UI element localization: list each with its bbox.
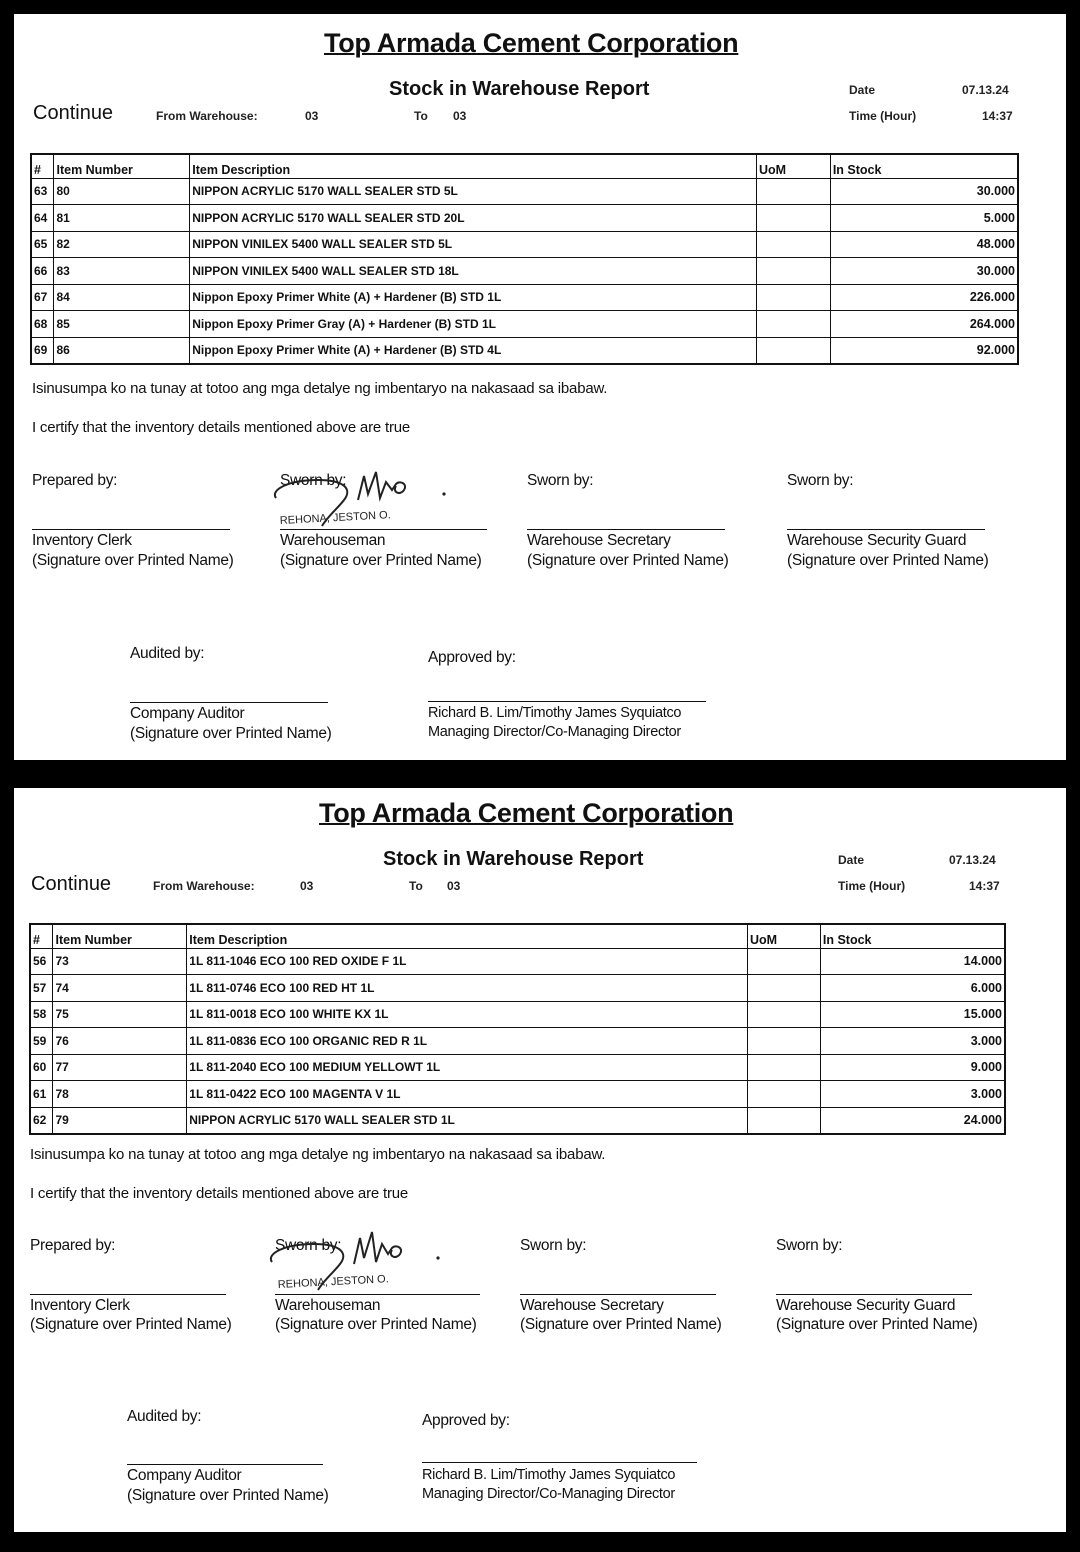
table-row <box>31 258 1018 285</box>
sworn-by-label: Sworn by: <box>527 472 594 489</box>
signature-note: (Signature over Printed Name) <box>776 1316 978 1333</box>
table-row <box>31 178 1018 205</box>
time-label: Time (Hour) <box>849 109 917 123</box>
inventory-clerk-role: Inventory Clerk <box>32 532 132 549</box>
stock-table <box>29 923 1006 1135</box>
row-in-stock: 30.000 <box>830 258 1018 285</box>
table-row <box>30 1054 1005 1081</box>
signature-note: (Signature over Printed Name) <box>280 552 482 569</box>
row-item-number: 74 <box>53 975 187 1002</box>
table-row <box>30 1001 1005 1028</box>
row-uom <box>747 975 820 1002</box>
signature-note: (Signature over Printed Name) <box>32 552 234 569</box>
warehouse-secretary-role: Warehouse Secretary <box>520 1297 664 1314</box>
row-description: 1L 811-0836 ECO 100 ORGANIC RED R 1L <box>187 1028 748 1055</box>
row-in-stock: 24.000 <box>820 1107 1005 1134</box>
row-index: 64 <box>31 205 54 232</box>
signature-line <box>527 529 725 530</box>
statement-tagalog: Isinusumpa ko na tunay at totoo ang mga detalye ng imbentaryo na nakasaad sa ibabaw. <box>30 1146 606 1163</box>
row-description: 1L 811-2040 ECO 100 MEDIUM YELLOWT 1L <box>187 1054 748 1081</box>
sworn-by-label: Sworn by: <box>520 1237 587 1254</box>
date-value: 07.13.24 <box>949 853 996 867</box>
row-description: NIPPON ACRYLIC 5170 WALL SEALER STD 20L <box>190 205 757 232</box>
row-uom <box>756 178 830 205</box>
time-label: Time (Hour) <box>838 879 906 893</box>
row-uom <box>747 1054 820 1081</box>
col-header-index: # <box>30 924 53 948</box>
row-in-stock: 5.000 <box>830 205 1018 232</box>
table-row <box>30 1028 1005 1055</box>
statement-english: I certify that the inventory details mentioned above are true <box>32 419 411 436</box>
signature-line <box>275 1294 480 1295</box>
row-in-stock: 264.000 <box>830 311 1018 338</box>
signature-note: (Signature over Printed Name) <box>527 552 729 569</box>
statement-english: I certify that the inventory details mentioned above are true <box>30 1185 409 1202</box>
row-item-number: 77 <box>53 1054 187 1081</box>
row-description: NIPPON ACRYLIC 5170 WALL SEALER STD 5L <box>190 178 757 205</box>
row-index: 60 <box>30 1054 53 1081</box>
row-in-stock: 3.000 <box>820 1028 1005 1055</box>
signature-line <box>30 1294 226 1295</box>
to-label: To <box>414 109 428 123</box>
from-warehouse-label: From Warehouse: <box>156 109 258 123</box>
row-uom <box>747 1028 820 1055</box>
row-item-number: 81 <box>54 205 190 232</box>
signature-line <box>422 1462 697 1463</box>
approver-title: Managing Director/Co-Managing Director <box>422 1486 675 1502</box>
sworn-by-label: Sworn by: <box>787 472 854 489</box>
signature-line <box>32 529 230 530</box>
col-header-item-description: Item Description <box>190 154 757 178</box>
row-in-stock: 226.000 <box>830 284 1018 311</box>
audited-by-label: Audited by: <box>127 1408 202 1425</box>
row-description: 1L 811-1046 ECO 100 RED OXIDE F 1L <box>187 948 748 975</box>
signature-note: (Signature over Printed Name) <box>127 1487 329 1504</box>
row-item-number: 80 <box>54 178 190 205</box>
row-uom <box>747 1107 820 1134</box>
signature-line <box>130 702 328 703</box>
sworn-by-label: Sworn by: <box>776 1237 843 1254</box>
warehouse-security-guard-role: Warehouse Security Guard <box>776 1297 956 1314</box>
signature-line <box>776 1294 972 1295</box>
row-in-stock: 9.000 <box>820 1054 1005 1081</box>
table-header-row <box>31 154 1018 178</box>
signature-note: (Signature over Printed Name) <box>130 725 332 742</box>
table-row <box>31 337 1018 364</box>
signature-line <box>280 529 487 530</box>
table-row <box>31 205 1018 232</box>
company-auditor-role: Company Auditor <box>127 1467 242 1484</box>
table-row <box>31 284 1018 311</box>
approver-name: Richard B. Lim/Timothy James Syquiatco <box>422 1467 676 1483</box>
row-item-number: 82 <box>54 231 190 258</box>
handwritten-name: REHONA, JESTON O. <box>277 1273 390 1291</box>
signature-note: (Signature over Printed Name) <box>787 552 989 569</box>
row-item-number: 78 <box>53 1081 187 1108</box>
report-page-2 <box>14 788 1066 1532</box>
row-index: 63 <box>31 178 54 205</box>
row-description: NIPPON ACRYLIC 5170 WALL SEALER STD 1L <box>187 1107 748 1134</box>
row-in-stock: 92.000 <box>830 337 1018 364</box>
time-value: 14:37 <box>969 879 1000 893</box>
warehouseman-role: Warehouseman <box>280 532 386 549</box>
col-header-index: # <box>31 154 54 178</box>
row-index: 62 <box>30 1107 53 1134</box>
row-item-number: 79 <box>53 1107 187 1134</box>
row-uom <box>756 258 830 285</box>
signature-line <box>127 1464 323 1465</box>
row-index: 69 <box>31 337 54 364</box>
col-header-item-description: Item Description <box>187 924 748 948</box>
signature-note: (Signature over Printed Name) <box>275 1316 477 1333</box>
stock-table <box>30 153 1019 365</box>
continue-label: Continue <box>31 873 112 895</box>
signature-line <box>787 529 985 530</box>
row-item-number: 86 <box>54 337 190 364</box>
from-warehouse-value: 03 <box>300 879 314 893</box>
table-row <box>31 231 1018 258</box>
signature-line <box>520 1294 716 1295</box>
sworn-by-label: Sworn by: <box>275 1237 342 1254</box>
handwritten-signature-icon <box>264 1222 464 1294</box>
time-value: 14:37 <box>982 109 1013 123</box>
report-page-1 <box>14 14 1066 760</box>
row-index: 56 <box>30 948 53 975</box>
warehouseman-role: Warehouseman <box>275 1297 381 1314</box>
col-header-item-number: Item Number <box>54 154 190 178</box>
warehouse-secretary-role: Warehouse Secretary <box>527 532 671 549</box>
row-uom <box>756 311 830 338</box>
table-row <box>30 1081 1005 1108</box>
row-in-stock: 14.000 <box>820 948 1005 975</box>
from-warehouse-value: 03 <box>305 109 319 123</box>
approver-name: Richard B. Lim/Timothy James Syquiatco <box>428 705 682 721</box>
continue-label: Continue <box>33 102 114 124</box>
row-uom <box>756 205 830 232</box>
audited-by-label: Audited by: <box>130 645 205 662</box>
row-description: Nippon Epoxy Primer White (A) + Hardener (B) STD 4L <box>190 337 757 364</box>
company-auditor-role: Company Auditor <box>130 705 245 722</box>
col-header-in-stock: In Stock <box>820 924 1005 948</box>
table-row <box>30 948 1005 975</box>
table-header-row <box>30 924 1005 948</box>
row-index: 61 <box>30 1081 53 1108</box>
row-item-number: 84 <box>54 284 190 311</box>
row-description: 1L 811-0422 ECO 100 MAGENTA V 1L <box>187 1081 748 1108</box>
col-header-uom: UoM <box>747 924 820 948</box>
row-index: 59 <box>30 1028 53 1055</box>
row-index: 57 <box>30 975 53 1002</box>
signature-note: (Signature over Printed Name) <box>30 1316 232 1333</box>
row-uom <box>747 948 820 975</box>
row-in-stock: 6.000 <box>820 975 1005 1002</box>
row-index: 67 <box>31 284 54 311</box>
col-header-item-number: Item Number <box>53 924 187 948</box>
statement-tagalog: Isinusumpa ko na tunay at totoo ang mga detalye ng imbentaryo na nakasaad sa ibabaw. <box>32 380 608 397</box>
date-label: Date <box>838 853 865 867</box>
approved-by-label: Approved by: <box>428 649 516 666</box>
from-warehouse-label: From Warehouse: <box>153 879 255 893</box>
row-description: NIPPON VINILEX 5400 WALL SEALER STD 18L <box>190 258 757 285</box>
row-in-stock: 48.000 <box>830 231 1018 258</box>
date-label: Date <box>849 83 876 97</box>
row-in-stock: 30.000 <box>830 178 1018 205</box>
row-description: NIPPON VINILEX 5400 WALL SEALER STD 5L <box>190 231 757 258</box>
warehouse-security-guard-role: Warehouse Security Guard <box>787 532 967 549</box>
row-in-stock: 3.000 <box>820 1081 1005 1108</box>
row-description: Nippon Epoxy Primer Gray (A) + Hardener (B) STD 1L <box>190 311 757 338</box>
to-warehouse-value: 03 <box>453 109 467 123</box>
handwritten-name: REHONA, JESTON O. <box>279 509 392 527</box>
approver-title: Managing Director/Co-Managing Director <box>428 724 681 740</box>
row-description: 1L 811-0018 ECO 100 WHITE KX 1L <box>187 1001 748 1028</box>
signature-note: (Signature over Printed Name) <box>520 1316 722 1333</box>
row-item-number: 73 <box>53 948 187 975</box>
row-index: 66 <box>31 258 54 285</box>
to-warehouse-value: 03 <box>447 879 461 893</box>
row-uom <box>747 1081 820 1108</box>
company-name: Top Armada Cement Corporation <box>324 28 739 58</box>
row-uom <box>756 231 830 258</box>
sworn-by-label: Sworn by: <box>280 472 347 489</box>
to-label: To <box>409 879 423 893</box>
row-index: 65 <box>31 231 54 258</box>
row-item-number: 76 <box>53 1028 187 1055</box>
row-item-number: 83 <box>54 258 190 285</box>
col-header-uom: UoM <box>756 154 830 178</box>
prepared-by-label: Prepared by: <box>32 472 118 489</box>
row-in-stock: 15.000 <box>820 1001 1005 1028</box>
report-title: Stock in Warehouse Report <box>389 78 650 100</box>
row-index: 68 <box>31 311 54 338</box>
table-row <box>30 1107 1005 1134</box>
row-uom <box>756 284 830 311</box>
row-uom <box>756 337 830 364</box>
report-title: Stock in Warehouse Report <box>383 848 644 870</box>
table-row <box>31 311 1018 338</box>
row-uom <box>747 1001 820 1028</box>
row-description: Nippon Epoxy Primer White (A) + Hardener (B) STD 1L <box>190 284 757 311</box>
signature-line <box>428 701 706 702</box>
date-value: 07.13.24 <box>962 83 1009 97</box>
table-row <box>30 975 1005 1002</box>
row-item-number: 85 <box>54 311 190 338</box>
row-item-number: 75 <box>53 1001 187 1028</box>
col-header-in-stock: In Stock <box>830 154 1018 178</box>
handwritten-signature-icon <box>268 460 468 532</box>
row-description: 1L 811-0746 ECO 100 RED HT 1L <box>187 975 748 1002</box>
inventory-clerk-role: Inventory Clerk <box>30 1297 130 1314</box>
prepared-by-label: Prepared by: <box>30 1237 116 1254</box>
approved-by-label: Approved by: <box>422 1412 510 1429</box>
row-index: 58 <box>30 1001 53 1028</box>
company-name: Top Armada Cement Corporation <box>319 798 734 828</box>
